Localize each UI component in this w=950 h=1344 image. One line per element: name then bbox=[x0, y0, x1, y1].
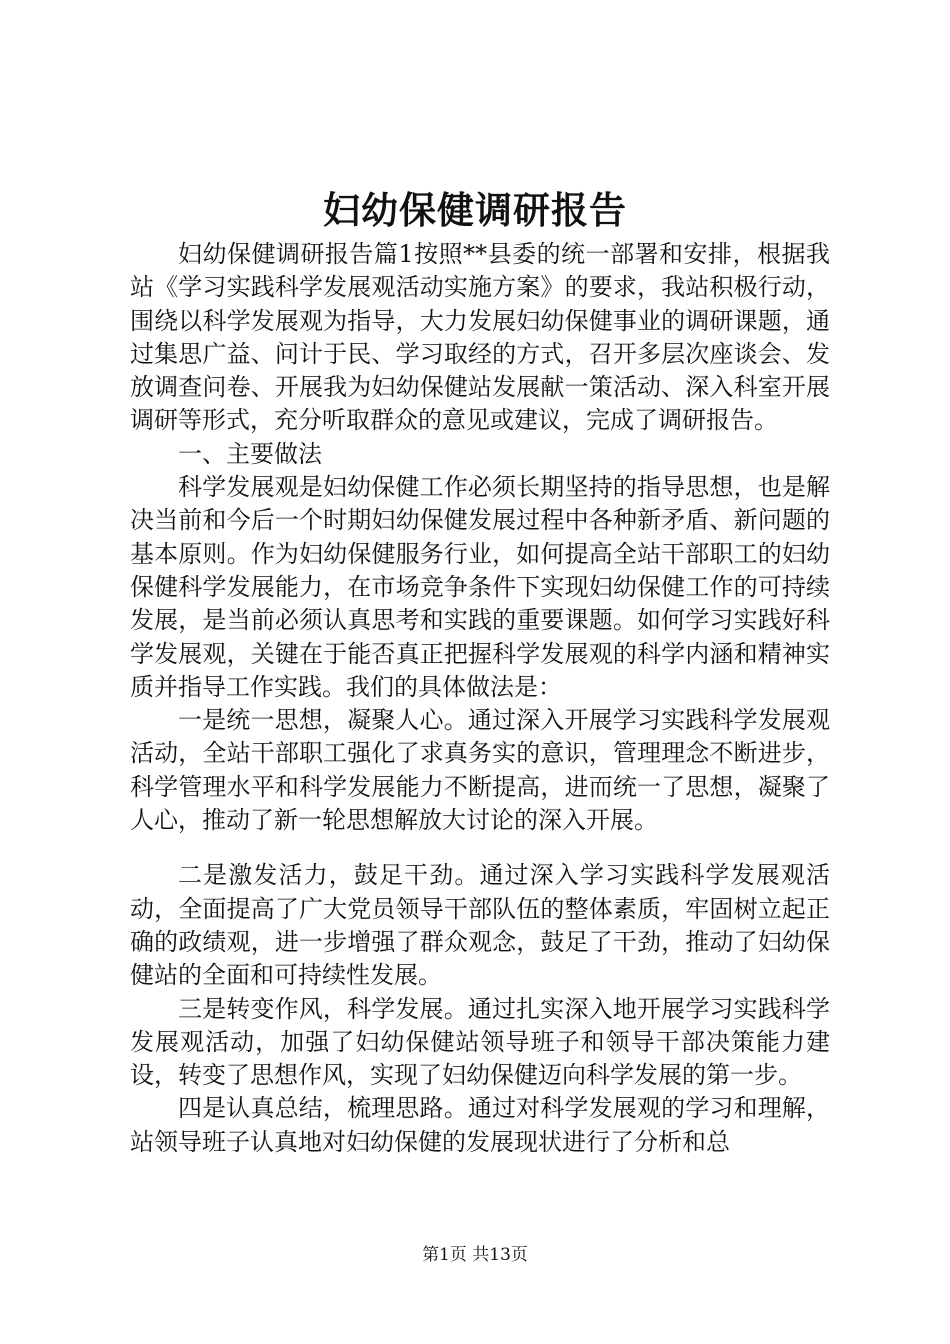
paragraph-intro: 妇幼保健调研报告篇1按照**县委的统一部署和安排，根据我站《学习实践科学发展观活动实施方案》的要求，我站积极行动，围绕以科学发展观为指导，大力发展妇幼保健事业的调研课题，通过集思广益、问计于民、学习取经的方式，召开多层次座谈会、发放调查问卷、开展我为妇幼保健站发展献一策活动、深入科室开展调研等形式，充分听取群众的意见或建议，完成了调研报告。 bbox=[130, 240, 830, 435]
document-body bbox=[130, 238, 830, 1159]
paragraph-scientific-outlook: 科学发展观是妇幼保健工作必须长期坚持的指导思想，也是解决当前和今后一个时期妇幼保健发展过程中各种新矛盾、新问题的基本原则。作为妇幼保健服务行业，如何提高全站干部职工的妇幼保健科学发展能力，在市场竞争条件下实现妇幼保健工作的可持续发展，是当前必须认真思考和实践的重要课题。如何学习实践好科学发展观，关键在于能否真正把握科学发展观的科学内涵和精神实质并指导工作实践。我们的具体做法是： bbox=[130, 473, 830, 701]
paragraph-point-one: 一是统一思想，凝聚人心。通过深入开展学习实践科学发展观活动，全站干部职工强化了求真务实的意识，管理理念不断进步，科学管理水平和科学发展能力不断提高，进而统一了思想，凝聚了人心，推动了新一轮思想解放大讨论的深入开展。 bbox=[130, 706, 830, 835]
document-title: 妇幼保健调研报告 bbox=[323, 188, 627, 232]
paragraph-point-four: 四是认真总结，梳理思路。通过对科学发展观的学习和理解，站领导班子认真地对妇幼保健的发展现状进行了分析和总 bbox=[130, 1094, 830, 1156]
paragraph-point-three: 三是转变作风，科学发展。通过扎实深入地开展学习实践科学发展观活动，加强了妇幼保健站领导班子和领导干部决策能力建设，转变了思想作风，实现了妇幼保健迈向科学发展的第一步。 bbox=[130, 994, 830, 1090]
page-number: 第1页 共13页 bbox=[422, 1245, 528, 1265]
paragraph-gap bbox=[130, 837, 830, 859]
paragraph-point-two: 二是激发活力，鼓足干劲。通过深入学习实践科学发展观活动，全面提高了广大党员领导干部队伍的整体素质，牢固树立起正确的政绩观，进一步增强了群众观念，鼓足了干劲，推动了妇幼保健站的全面和可持续性发展。 bbox=[130, 861, 830, 990]
section-heading-main-practices: 一、主要做法 bbox=[178, 439, 322, 468]
